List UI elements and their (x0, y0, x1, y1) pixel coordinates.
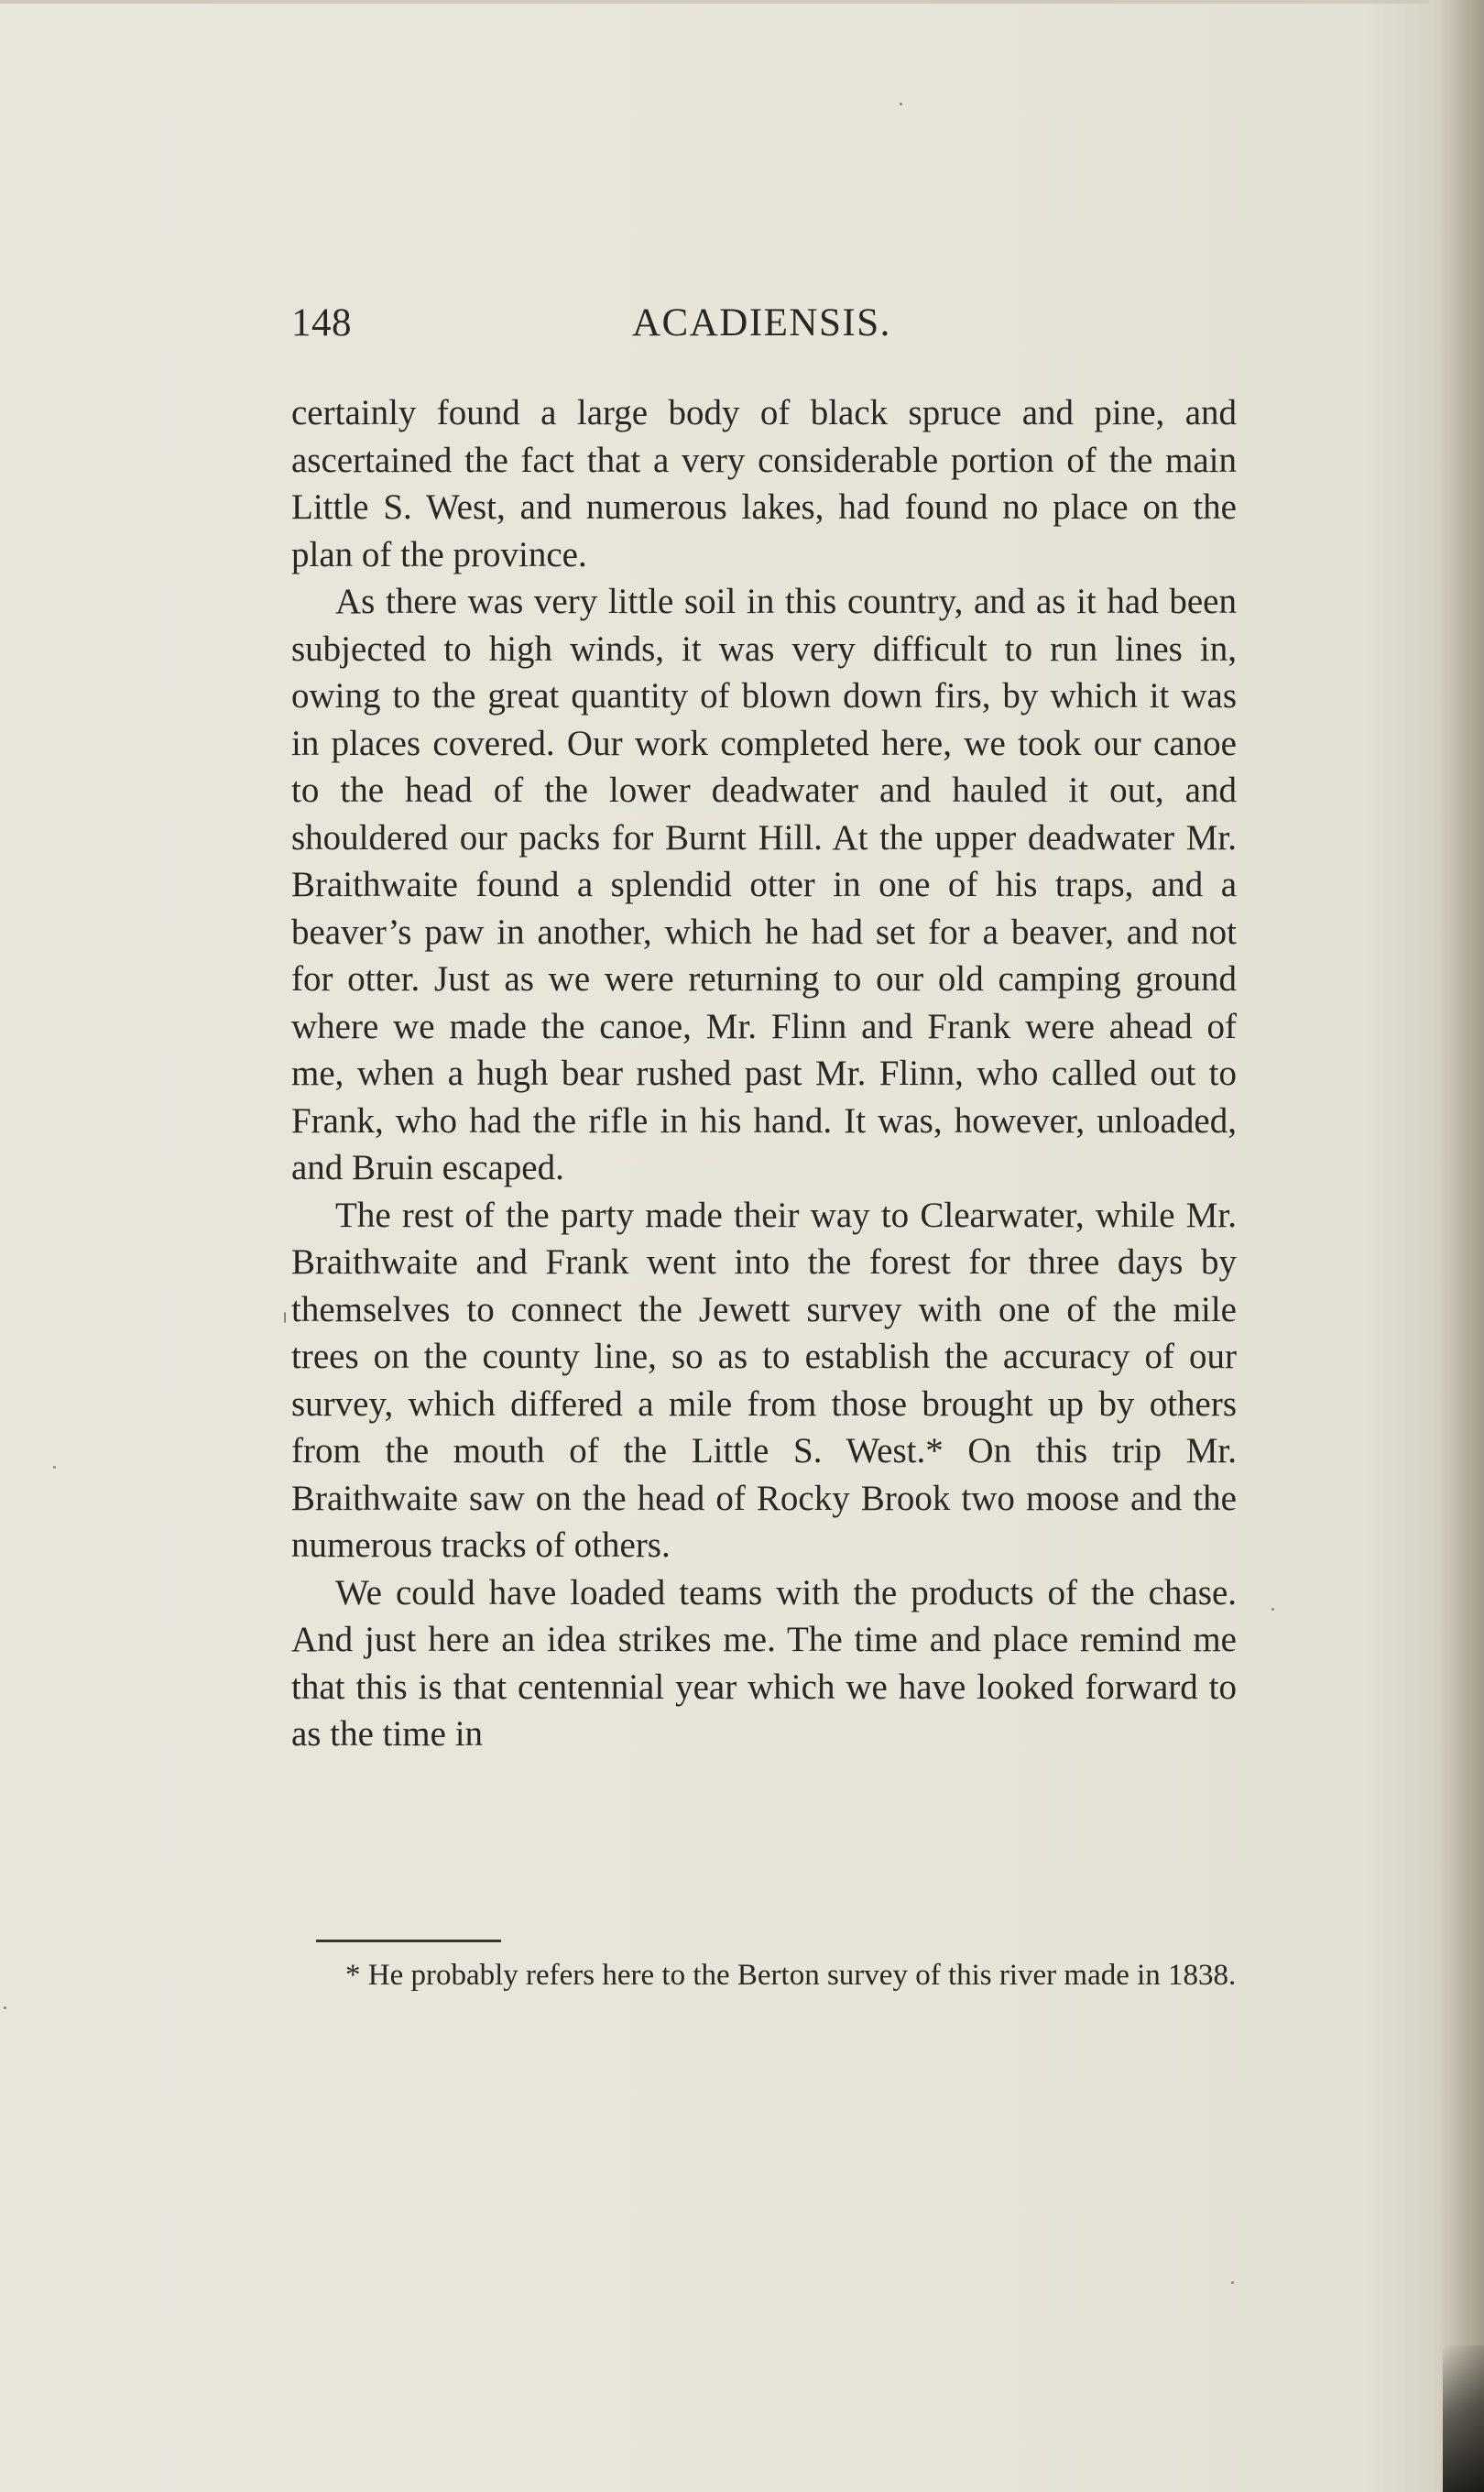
body-text (291, 389, 1237, 1758)
spine-shadow (1438, 0, 1484, 2492)
footnote (316, 1954, 1241, 1996)
footnote-rule (316, 1940, 501, 1942)
page-header (291, 301, 1207, 355)
footnote-text: * He probably refers here to the Berton survey of this river made in 1838. (345, 1959, 1237, 1992)
paper-speck (4, 2006, 6, 2009)
paper-speck (1271, 1608, 1274, 1611)
running-title: ACADIENSIS. (632, 301, 891, 344)
paper-speck (900, 103, 902, 105)
paragraph-2: As there was very little soil in this country, and as it had been subjected to high winds, it was very difficult to run lines in, owing to the great quantity of blown down firs, by which it was in places covered. Our work completed here, we took our canoe to the head of the lower deadwater and hauled it out, and shouldered our packs for Burnt Hill. At the upper deadwater Mr. Braithwaite found a splendid otter in one of his traps, and a beaver’s paw in another, which he had set for a beaver, and not for otter. Just as we were returning to our old camping ground where we made the canoe, Mr. Flinn and Frank were ahead of me, when a hugh bear rushed past Mr. Flinn, who called out to Frank, who had the rifle in his hand. It was, however, unloaded, and Bruin escaped. (291, 582, 1237, 1187)
paragraph-3: The rest of the party made their way to Clearwater, while Mr. Braithwaite and Frank went into the forest for three days by themselves to connect the Jewett survey with one of the mile trees on the county line, so as to establish the accuracy of our survey, which differed a mile from those brought up by others from the mouth of the Little S. West.* On this trip Mr. Braithwaite saw on the head of Rocky Brook two moose and the numerous tracks of others. (291, 1195, 1237, 1565)
spine-corner-shadow (1443, 2345, 1484, 2492)
top-edge-rule (0, 0, 1429, 4)
paragraph-4: We could have loaded teams with the products of the chase. And just here an idea strikes me. The time and place remind me that this is that centennial year which we have looked forward to as the time in (291, 1572, 1237, 1754)
page-number: 148 (291, 301, 352, 344)
paper-speck (1231, 2281, 1234, 2284)
paper-speck (53, 1466, 56, 1469)
paragraph-1: certainly found a large body of black spruce and pine, and ascertained the fact that a very considerable portion of the main Little S. West, and numerous lakes, had found no place on the plan of the province. (291, 393, 1237, 574)
paper-speck (284, 1312, 286, 1323)
